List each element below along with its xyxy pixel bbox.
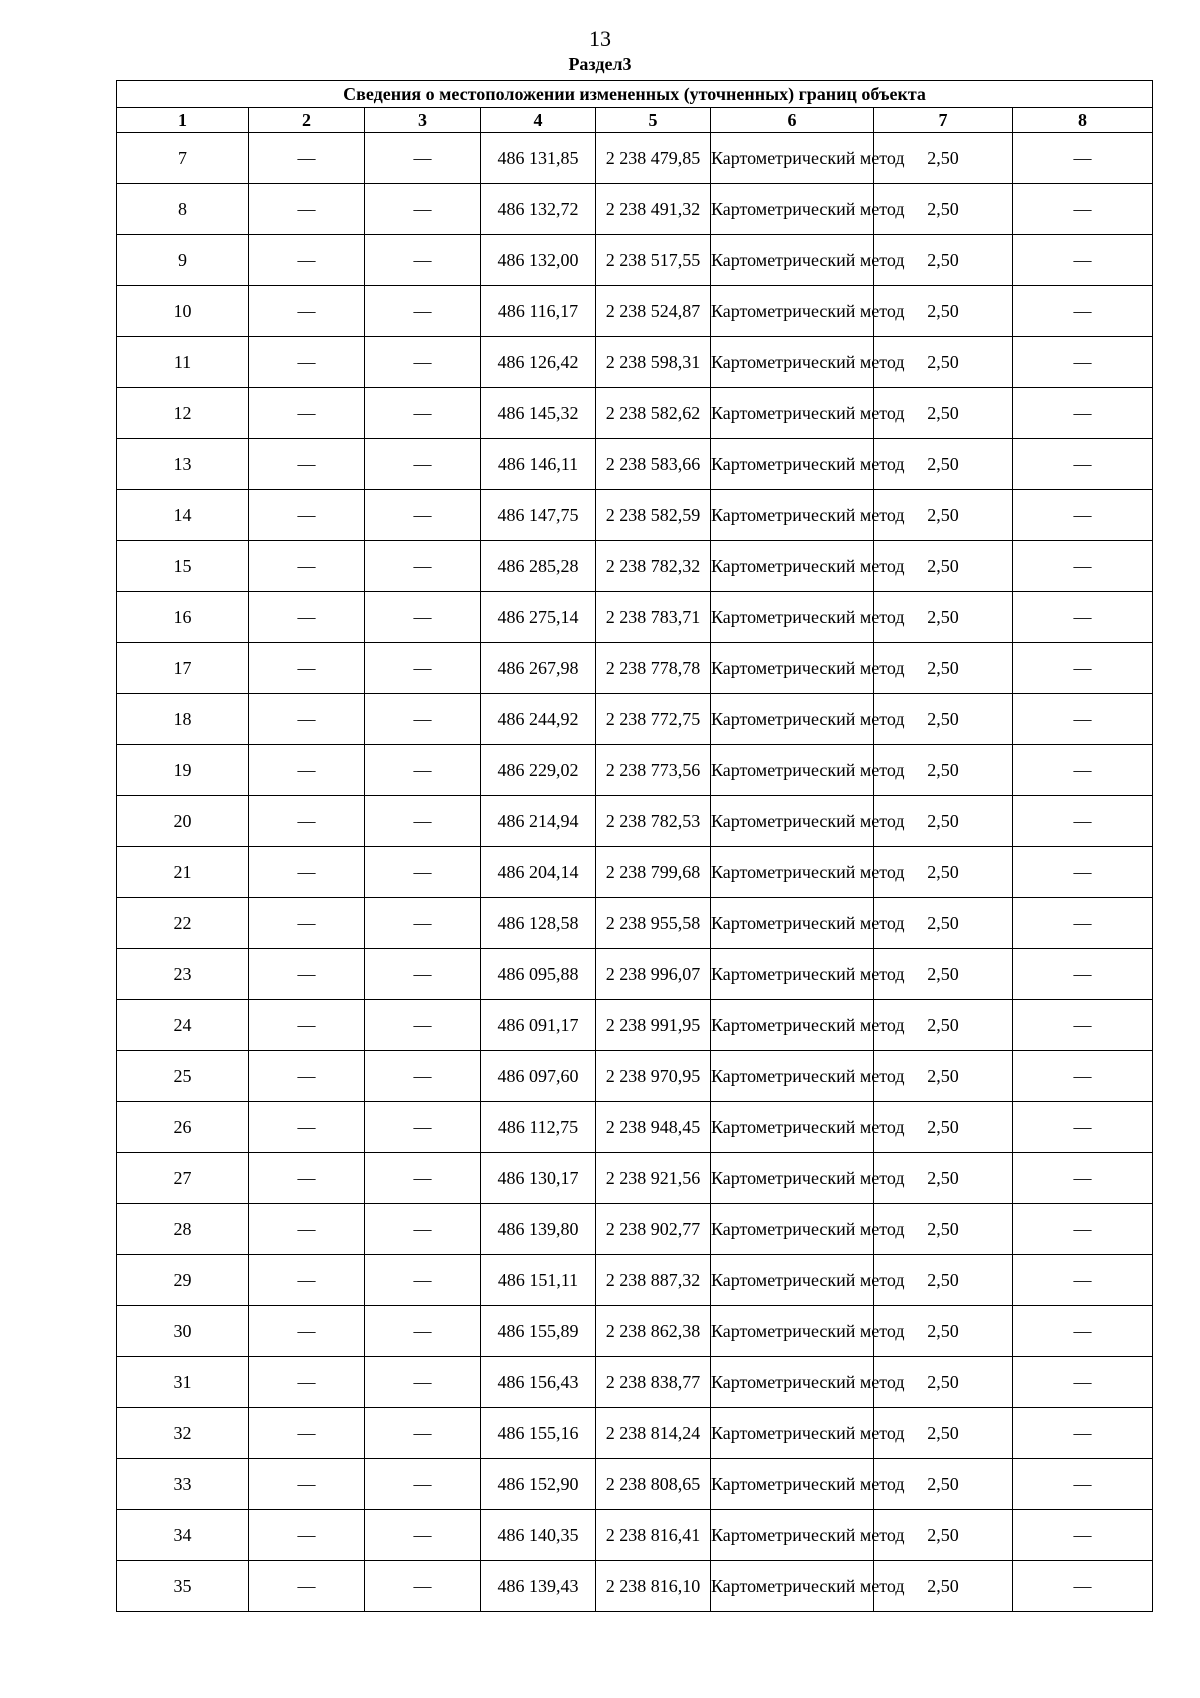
x-coordinate-cell: 486 275,14 xyxy=(481,592,596,643)
accuracy-cell: 2,50 xyxy=(874,1000,1013,1051)
method-cell: Картометрический метод xyxy=(711,1510,874,1561)
y-coordinate-cell: 2 238 902,77 xyxy=(596,1204,711,1255)
column-3-cell: — xyxy=(365,439,481,490)
table-row xyxy=(117,694,1153,745)
column-3-cell: — xyxy=(365,541,481,592)
column-number-7: 7 xyxy=(874,108,1013,133)
column-2-cell: — xyxy=(249,1153,365,1204)
column-number-6: 6 xyxy=(711,108,874,133)
x-coordinate-cell: 486 095,88 xyxy=(481,949,596,1000)
column-8-cell: — xyxy=(1013,1357,1153,1408)
column-8-cell: — xyxy=(1013,643,1153,694)
column-3-cell: — xyxy=(365,1051,481,1102)
point-number-cell: 7 xyxy=(117,133,249,184)
column-2-cell: — xyxy=(249,898,365,949)
table-row xyxy=(117,439,1153,490)
method-cell: Картометрический метод xyxy=(711,1102,874,1153)
y-coordinate-cell: 2 238 799,68 xyxy=(596,847,711,898)
accuracy-cell: 2,50 xyxy=(874,898,1013,949)
column-3-cell: — xyxy=(365,643,481,694)
column-3-cell: — xyxy=(365,1459,481,1510)
table-row xyxy=(117,490,1153,541)
column-8-cell: — xyxy=(1013,1000,1153,1051)
x-coordinate-cell: 486 214,94 xyxy=(481,796,596,847)
point-number-cell: 23 xyxy=(117,949,249,1000)
point-number-cell: 25 xyxy=(117,1051,249,1102)
y-coordinate-cell: 2 238 814,24 xyxy=(596,1408,711,1459)
column-3-cell: — xyxy=(365,286,481,337)
y-coordinate-cell: 2 238 887,32 xyxy=(596,1255,711,1306)
table-row xyxy=(117,1306,1153,1357)
point-number-cell: 17 xyxy=(117,643,249,694)
x-coordinate-cell: 486 244,92 xyxy=(481,694,596,745)
column-3-cell: — xyxy=(365,949,481,1000)
point-number-cell: 29 xyxy=(117,1255,249,1306)
point-number-cell: 34 xyxy=(117,1510,249,1561)
point-number-cell: 9 xyxy=(117,235,249,286)
accuracy-cell: 2,50 xyxy=(874,745,1013,796)
column-2-cell: — xyxy=(249,643,365,694)
column-8-cell: — xyxy=(1013,439,1153,490)
accuracy-cell: 2,50 xyxy=(874,1102,1013,1153)
table-row xyxy=(117,796,1153,847)
accuracy-cell: 2,50 xyxy=(874,337,1013,388)
table-row xyxy=(117,541,1153,592)
method-cell: Картометрический метод xyxy=(711,694,874,745)
column-2-cell: — xyxy=(249,541,365,592)
column-8-cell: — xyxy=(1013,847,1153,898)
accuracy-cell: 2,50 xyxy=(874,133,1013,184)
column-3-cell: — xyxy=(365,1306,481,1357)
column-3-cell: — xyxy=(365,745,481,796)
y-coordinate-cell: 2 238 782,53 xyxy=(596,796,711,847)
point-number-cell: 13 xyxy=(117,439,249,490)
point-number-cell: 8 xyxy=(117,184,249,235)
column-3-cell: — xyxy=(365,1000,481,1051)
method-cell: Картометрический метод xyxy=(711,1561,874,1612)
column-2-cell: — xyxy=(249,847,365,898)
column-2-cell: — xyxy=(249,1000,365,1051)
table-row xyxy=(117,235,1153,286)
y-coordinate-cell: 2 238 782,32 xyxy=(596,541,711,592)
table-row xyxy=(117,286,1153,337)
x-coordinate-cell: 486 091,17 xyxy=(481,1000,596,1051)
column-8-cell: — xyxy=(1013,1510,1153,1561)
accuracy-cell: 2,50 xyxy=(874,1204,1013,1255)
y-coordinate-cell: 2 238 773,56 xyxy=(596,745,711,796)
point-number-cell: 21 xyxy=(117,847,249,898)
x-coordinate-cell: 486 204,14 xyxy=(481,847,596,898)
accuracy-cell: 2,50 xyxy=(874,694,1013,745)
method-cell: Картометрический метод xyxy=(711,949,874,1000)
column-3-cell: — xyxy=(365,490,481,541)
table-row xyxy=(117,847,1153,898)
column-3-cell: — xyxy=(365,1255,481,1306)
column-3-cell: — xyxy=(365,184,481,235)
x-coordinate-cell: 486 131,85 xyxy=(481,133,596,184)
column-2-cell: — xyxy=(249,694,365,745)
point-number-cell: 28 xyxy=(117,1204,249,1255)
point-number-cell: 32 xyxy=(117,1408,249,1459)
column-8-cell: — xyxy=(1013,388,1153,439)
method-cell: Картометрический метод xyxy=(711,286,874,337)
method-cell: Картометрический метод xyxy=(711,1051,874,1102)
method-cell: Картометрический метод xyxy=(711,1204,874,1255)
column-2-cell: — xyxy=(249,286,365,337)
column-3-cell: — xyxy=(365,1357,481,1408)
y-coordinate-cell: 2 238 582,62 xyxy=(596,388,711,439)
method-cell: Картометрический метод xyxy=(711,1255,874,1306)
column-8-cell: — xyxy=(1013,1204,1153,1255)
y-coordinate-cell: 2 238 517,55 xyxy=(596,235,711,286)
y-coordinate-cell: 2 238 816,10 xyxy=(596,1561,711,1612)
method-cell: Картометрический метод xyxy=(711,439,874,490)
column-8-cell: — xyxy=(1013,184,1153,235)
table-row xyxy=(117,949,1153,1000)
x-coordinate-cell: 486 146,11 xyxy=(481,439,596,490)
column-3-cell: — xyxy=(365,1153,481,1204)
x-coordinate-cell: 486 116,17 xyxy=(481,286,596,337)
point-number-cell: 11 xyxy=(117,337,249,388)
point-number-cell: 20 xyxy=(117,796,249,847)
column-8-cell: — xyxy=(1013,1459,1153,1510)
x-coordinate-cell: 486 139,80 xyxy=(481,1204,596,1255)
y-coordinate-cell: 2 238 778,78 xyxy=(596,643,711,694)
table-row xyxy=(117,1153,1153,1204)
x-coordinate-cell: 486 152,90 xyxy=(481,1459,596,1510)
x-coordinate-cell: 486 155,16 xyxy=(481,1408,596,1459)
column-8-cell: — xyxy=(1013,286,1153,337)
method-cell: Картометрический метод xyxy=(711,235,874,286)
accuracy-cell: 2,50 xyxy=(874,847,1013,898)
method-cell: Картометрический метод xyxy=(711,1459,874,1510)
column-8-cell: — xyxy=(1013,1255,1153,1306)
column-3-cell: — xyxy=(365,1561,481,1612)
column-2-cell: — xyxy=(249,1102,365,1153)
method-cell: Картометрический метод xyxy=(711,490,874,541)
column-8-cell: — xyxy=(1013,694,1153,745)
x-coordinate-cell: 486 132,72 xyxy=(481,184,596,235)
column-3-cell: — xyxy=(365,694,481,745)
y-coordinate-cell: 2 238 991,95 xyxy=(596,1000,711,1051)
accuracy-cell: 2,50 xyxy=(874,1459,1013,1510)
table-row xyxy=(117,133,1153,184)
page-number: 13 xyxy=(589,26,611,51)
column-3-cell: — xyxy=(365,235,481,286)
column-3-cell: — xyxy=(365,388,481,439)
column-3-cell: — xyxy=(365,898,481,949)
accuracy-cell: 2,50 xyxy=(874,235,1013,286)
method-cell: Картометрический метод xyxy=(711,898,874,949)
column-2-cell: — xyxy=(249,388,365,439)
column-8-cell: — xyxy=(1013,1306,1153,1357)
accuracy-cell: 2,50 xyxy=(874,1153,1013,1204)
column-3-cell: — xyxy=(365,1510,481,1561)
column-3-cell: — xyxy=(365,1204,481,1255)
x-coordinate-cell: 486 147,75 xyxy=(481,490,596,541)
method-cell: Картометрический метод xyxy=(711,184,874,235)
column-number-5: 5 xyxy=(596,108,711,133)
x-coordinate-cell: 486 267,98 xyxy=(481,643,596,694)
method-cell: Картометрический метод xyxy=(711,388,874,439)
table-row xyxy=(117,1510,1153,1561)
table-row xyxy=(117,184,1153,235)
point-number-cell: 18 xyxy=(117,694,249,745)
column-8-cell: — xyxy=(1013,1102,1153,1153)
x-coordinate-cell: 486 097,60 xyxy=(481,1051,596,1102)
column-2-cell: — xyxy=(249,1306,365,1357)
column-8-cell: — xyxy=(1013,133,1153,184)
x-coordinate-cell: 486 112,75 xyxy=(481,1102,596,1153)
column-3-cell: — xyxy=(365,847,481,898)
column-2-cell: — xyxy=(249,235,365,286)
point-number-cell: 35 xyxy=(117,1561,249,1612)
point-number-cell: 19 xyxy=(117,745,249,796)
method-cell: Картометрический метод xyxy=(711,337,874,388)
y-coordinate-cell: 2 238 816,41 xyxy=(596,1510,711,1561)
x-coordinate-cell: 486 285,28 xyxy=(481,541,596,592)
accuracy-cell: 2,50 xyxy=(874,1051,1013,1102)
method-cell: Картометрический метод xyxy=(711,541,874,592)
column-8-cell: — xyxy=(1013,898,1153,949)
column-8-cell: — xyxy=(1013,235,1153,286)
column-number-3: 3 xyxy=(365,108,481,133)
column-2-cell: — xyxy=(249,337,365,388)
column-2-cell: — xyxy=(249,592,365,643)
column-2-cell: — xyxy=(249,1561,365,1612)
accuracy-cell: 2,50 xyxy=(874,1357,1013,1408)
column-8-cell: — xyxy=(1013,949,1153,1000)
table-row xyxy=(117,898,1153,949)
column-2-cell: — xyxy=(249,745,365,796)
point-number-cell: 27 xyxy=(117,1153,249,1204)
method-cell: Картометрический метод xyxy=(711,745,874,796)
method-cell: Картометрический метод xyxy=(711,1153,874,1204)
table-row xyxy=(117,592,1153,643)
column-8-cell: — xyxy=(1013,796,1153,847)
y-coordinate-cell: 2 238 491,32 xyxy=(596,184,711,235)
accuracy-cell: 2,50 xyxy=(874,1510,1013,1561)
accuracy-cell: 2,50 xyxy=(874,541,1013,592)
column-3-cell: — xyxy=(365,1408,481,1459)
method-cell: Картометрический метод xyxy=(711,133,874,184)
column-8-cell: — xyxy=(1013,592,1153,643)
column-3-cell: — xyxy=(365,1102,481,1153)
point-number-cell: 22 xyxy=(117,898,249,949)
column-2-cell: — xyxy=(249,184,365,235)
x-coordinate-cell: 486 130,17 xyxy=(481,1153,596,1204)
x-coordinate-cell: 486 156,43 xyxy=(481,1357,596,1408)
table-row xyxy=(117,1459,1153,1510)
accuracy-cell: 2,50 xyxy=(874,184,1013,235)
x-coordinate-cell: 486 145,32 xyxy=(481,388,596,439)
table-row xyxy=(117,337,1153,388)
x-coordinate-cell: 486 126,42 xyxy=(481,337,596,388)
method-cell: Картометрический метод xyxy=(711,1000,874,1051)
method-cell: Картометрический метод xyxy=(711,847,874,898)
accuracy-cell: 2,50 xyxy=(874,1561,1013,1612)
column-3-cell: — xyxy=(365,592,481,643)
table-row xyxy=(117,1102,1153,1153)
column-2-cell: — xyxy=(249,796,365,847)
accuracy-cell: 2,50 xyxy=(874,592,1013,643)
method-cell: Картометрический метод xyxy=(711,643,874,694)
method-cell: Картометрический метод xyxy=(711,1408,874,1459)
y-coordinate-cell: 2 238 598,31 xyxy=(596,337,711,388)
column-8-cell: — xyxy=(1013,1408,1153,1459)
column-8-cell: — xyxy=(1013,337,1153,388)
column-2-cell: — xyxy=(249,949,365,1000)
y-coordinate-cell: 2 238 921,56 xyxy=(596,1153,711,1204)
column-number-2: 2 xyxy=(249,108,365,133)
point-number-cell: 31 xyxy=(117,1357,249,1408)
column-8-cell: — xyxy=(1013,745,1153,796)
table-row xyxy=(117,1204,1153,1255)
column-2-cell: — xyxy=(249,1255,365,1306)
column-2-cell: — xyxy=(249,1510,365,1561)
y-coordinate-cell: 2 238 955,58 xyxy=(596,898,711,949)
y-coordinate-cell: 2 238 772,75 xyxy=(596,694,711,745)
x-coordinate-cell: 486 151,11 xyxy=(481,1255,596,1306)
point-number-cell: 33 xyxy=(117,1459,249,1510)
accuracy-cell: 2,50 xyxy=(874,439,1013,490)
y-coordinate-cell: 2 238 479,85 xyxy=(596,133,711,184)
x-coordinate-cell: 486 139,43 xyxy=(481,1561,596,1612)
column-2-cell: — xyxy=(249,1408,365,1459)
table-row xyxy=(117,745,1153,796)
table-row xyxy=(117,1000,1153,1051)
y-coordinate-cell: 2 238 582,59 xyxy=(596,490,711,541)
point-number-cell: 12 xyxy=(117,388,249,439)
point-number-cell: 26 xyxy=(117,1102,249,1153)
accuracy-cell: 2,50 xyxy=(874,286,1013,337)
point-number-cell: 15 xyxy=(117,541,249,592)
table-caption: Сведения о местоположении измененных (уточненных) границ объекта xyxy=(117,81,1153,108)
table-row xyxy=(117,1408,1153,1459)
x-coordinate-cell: 486 155,89 xyxy=(481,1306,596,1357)
accuracy-cell: 2,50 xyxy=(874,1255,1013,1306)
point-number-cell: 16 xyxy=(117,592,249,643)
method-cell: Картометрический метод xyxy=(711,1357,874,1408)
y-coordinate-cell: 2 238 783,71 xyxy=(596,592,711,643)
column-2-cell: — xyxy=(249,1459,365,1510)
column-3-cell: — xyxy=(365,133,481,184)
point-number-cell: 14 xyxy=(117,490,249,541)
accuracy-cell: 2,50 xyxy=(874,1306,1013,1357)
column-2-cell: — xyxy=(249,133,365,184)
point-number-cell: 30 xyxy=(117,1306,249,1357)
point-number-cell: 24 xyxy=(117,1000,249,1051)
table-row xyxy=(117,1255,1153,1306)
accuracy-cell: 2,50 xyxy=(874,1408,1013,1459)
table-row xyxy=(117,1357,1153,1408)
method-cell: Картометрический метод xyxy=(711,1306,874,1357)
y-coordinate-cell: 2 238 808,65 xyxy=(596,1459,711,1510)
y-coordinate-cell: 2 238 862,38 xyxy=(596,1306,711,1357)
accuracy-cell: 2,50 xyxy=(874,796,1013,847)
column-2-cell: — xyxy=(249,1051,365,1102)
accuracy-cell: 2,50 xyxy=(874,490,1013,541)
table-row xyxy=(117,1051,1153,1102)
table-row xyxy=(117,1561,1153,1612)
y-coordinate-cell: 2 238 583,66 xyxy=(596,439,711,490)
column-2-cell: — xyxy=(249,490,365,541)
column-number-1: 1 xyxy=(117,108,249,133)
accuracy-cell: 2,50 xyxy=(874,643,1013,694)
column-3-cell: — xyxy=(365,337,481,388)
accuracy-cell: 2,50 xyxy=(874,388,1013,439)
table-body xyxy=(117,133,1153,1612)
table-row xyxy=(117,388,1153,439)
method-cell: Картометрический метод xyxy=(711,796,874,847)
boundary-coordinates-table xyxy=(116,80,1153,1612)
column-2-cell: — xyxy=(249,439,365,490)
y-coordinate-cell: 2 238 948,45 xyxy=(596,1102,711,1153)
y-coordinate-cell: 2 238 996,07 xyxy=(596,949,711,1000)
column-3-cell: — xyxy=(365,796,481,847)
column-number-8: 8 xyxy=(1013,108,1153,133)
y-coordinate-cell: 2 238 970,95 xyxy=(596,1051,711,1102)
column-2-cell: — xyxy=(249,1204,365,1255)
x-coordinate-cell: 486 132,00 xyxy=(481,235,596,286)
column-8-cell: — xyxy=(1013,1051,1153,1102)
point-number-cell: 10 xyxy=(117,286,249,337)
y-coordinate-cell: 2 238 838,77 xyxy=(596,1357,711,1408)
column-8-cell: — xyxy=(1013,1561,1153,1612)
accuracy-cell: 2,50 xyxy=(874,949,1013,1000)
y-coordinate-cell: 2 238 524,87 xyxy=(596,286,711,337)
section-title: Раздел3 xyxy=(568,54,632,74)
column-8-cell: — xyxy=(1013,1153,1153,1204)
column-8-cell: — xyxy=(1013,541,1153,592)
table-row xyxy=(117,643,1153,694)
x-coordinate-cell: 486 140,35 xyxy=(481,1510,596,1561)
column-number-row xyxy=(117,108,1153,133)
column-2-cell: — xyxy=(249,1357,365,1408)
x-coordinate-cell: 486 128,58 xyxy=(481,898,596,949)
x-coordinate-cell: 486 229,02 xyxy=(481,745,596,796)
column-8-cell: — xyxy=(1013,490,1153,541)
method-cell: Картометрический метод xyxy=(711,592,874,643)
column-number-4: 4 xyxy=(481,108,596,133)
